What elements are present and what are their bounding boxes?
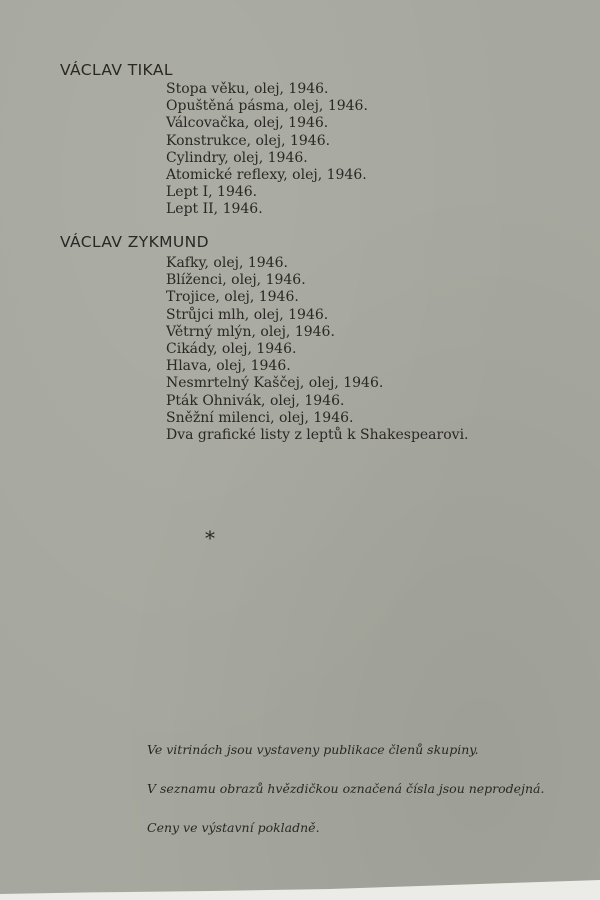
artist-heading-zykmund: VÁCLAV ZYKMUND bbox=[60, 233, 209, 251]
artwork-description: Nesmrtelný Kaščej, olej, 1946. bbox=[166, 375, 384, 392]
artwork-description: Cikády, olej, 1946. bbox=[166, 340, 297, 357]
note-prices: Ceny ve výstavní pokladně. bbox=[147, 820, 320, 835]
artwork-description: Válcovačka, olej, 1946. bbox=[166, 115, 329, 132]
artwork-description: Konstrukce, olej, 1946. bbox=[166, 132, 331, 149]
artwork-description: Pták Ohnivák, olej, 1946. bbox=[166, 392, 345, 409]
torn-edge bbox=[0, 880, 600, 900]
artist-heading-tikal: VÁCLAV TIKAL bbox=[60, 61, 173, 79]
artwork-description: Opuštěná pásma, olej, 1946. bbox=[166, 98, 368, 115]
artwork-description: Hlava, olej, 1946. bbox=[166, 358, 291, 375]
artwork-description: Atomické reflexy, olej, 1946. bbox=[166, 166, 367, 183]
note-not-for-sale: V seznamu obrazů hvězdičkou označená čísla jsou neprodejná. bbox=[147, 781, 545, 796]
artwork-description: Sněžní milenci, olej, 1946. bbox=[166, 409, 354, 426]
artwork-description: Stopa věku, olej, 1946. bbox=[166, 81, 329, 97]
artwork-description: Lept II, 1946. bbox=[166, 201, 263, 218]
artwork-description: Strůjci mlh, olej, 1946. bbox=[166, 306, 329, 323]
artwork-description: Trojice, olej, 1946. bbox=[166, 289, 299, 306]
artwork-description: Blíženci, olej, 1946. bbox=[166, 272, 306, 289]
artwork-description: Větrný mlýn, olej, 1946. bbox=[166, 323, 335, 340]
artwork-description: Dva grafické listy z leptů k Shakespearovi. bbox=[166, 426, 469, 443]
artwork-description: Lept I, 1946. bbox=[166, 184, 258, 201]
artwork-description: Cylindry, olej, 1946. bbox=[166, 149, 308, 166]
note-showcase: Ve vitrinách jsou vystaveny publikace členů skupiny. bbox=[147, 742, 479, 757]
separator-asterisk: * bbox=[205, 526, 215, 550]
artwork-description: Kafky, olej, 1946. bbox=[166, 255, 288, 271]
